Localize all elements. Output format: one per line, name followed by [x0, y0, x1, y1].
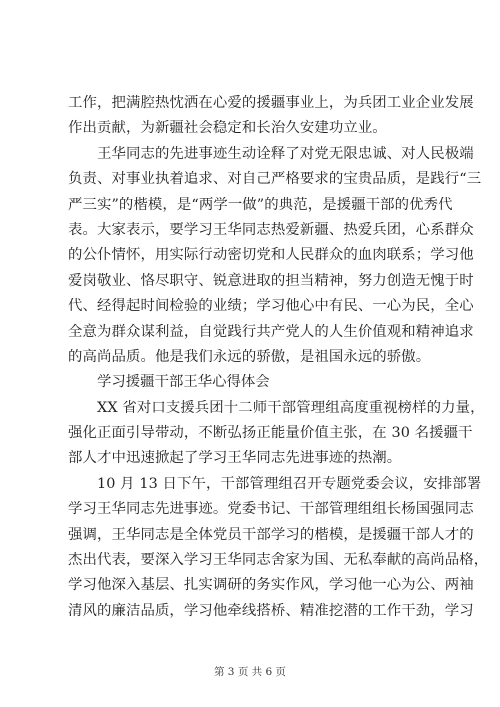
text-line: 全意为群众谋利益，自觉践行共产党人的人生价值观和精神追求 — [68, 323, 474, 340]
text-line: 强化正面引导带动，不断弘扬正能量价值主张，在 30 名援疆干 — [68, 425, 473, 442]
paragraph — [68, 396, 485, 472]
text-line: 严三实”的楷模，是“两学一做”的典范，是援疆干部的优秀代 — [68, 196, 453, 213]
text-line: 强调，王华同志是全体党员干部学习的楷模，是援疆干部人才的 — [68, 526, 474, 543]
text-line: 杰出代表，要深入学习王华同志舍家为国、无私奉献的高尚品格， — [68, 552, 489, 569]
paragraph — [68, 142, 482, 371]
text-line: 爱岗敬业、恪尽职守、锐意进取的担当精神，努力创造无愧于时 — [68, 272, 474, 289]
text-line: 表。大家表示，要学习王华同志热爱新疆、热爱兵团，心系群众 — [68, 221, 474, 238]
text-line: 工作，把满腔热忱洒在心爱的援疆事业上，为兵团工业企业发展 — [68, 95, 474, 111]
document-body — [68, 91, 489, 624]
section-heading: 学习援疆干部王华心得体会 — [97, 374, 270, 391]
text-line: 王华同志的先进事迹生动诠释了对党无限忠诚、对人民极端 — [68, 145, 474, 162]
text-line: 代、经得起时间检验的业绩；学习他心中有民、一心为民，全心 — [68, 298, 474, 315]
text-line: 部人才中迅速掀起了学习王华同志先进事迹的热潮。 — [68, 450, 402, 467]
paragraph — [68, 91, 474, 142]
text-line: 10 月 13 日下午，干部管理组召开专题党委会议，安排部署 — [68, 475, 482, 492]
text-line: 作出贡献，为新疆社会稳定和长治久安建功立业。 — [68, 120, 387, 137]
text-line: 学习他深入基层、扎实调研的务实作风，学习他一心为公、两袖 — [68, 577, 474, 594]
text-line: 负责、对事业执着追求、对自己严格要求的宝贵品质，是践行“三 — [68, 171, 482, 188]
paragraph — [68, 472, 489, 624]
text-line: 学习王华同志先进事迹。党委书记、干部管理组组长杨国强同志 — [68, 501, 474, 518]
text-line: 的公仆情怀，用实际行动密切党和人民群众的血肉联系；学习他 — [68, 247, 474, 264]
text-line: 的高尚品质。他是我们永远的骄傲，是祖国永远的骄傲。 — [68, 348, 431, 365]
page-footer: 第 3 页 共 6 页 — [213, 666, 287, 678]
text-line: XX 省对口支援兵团十二师干部管理组高度重视榜样的力量， — [68, 399, 485, 416]
text-line: 清风的廉洁品质，学习他牵线搭桥、精准挖潜的工作干劲，学习 — [68, 602, 474, 619]
